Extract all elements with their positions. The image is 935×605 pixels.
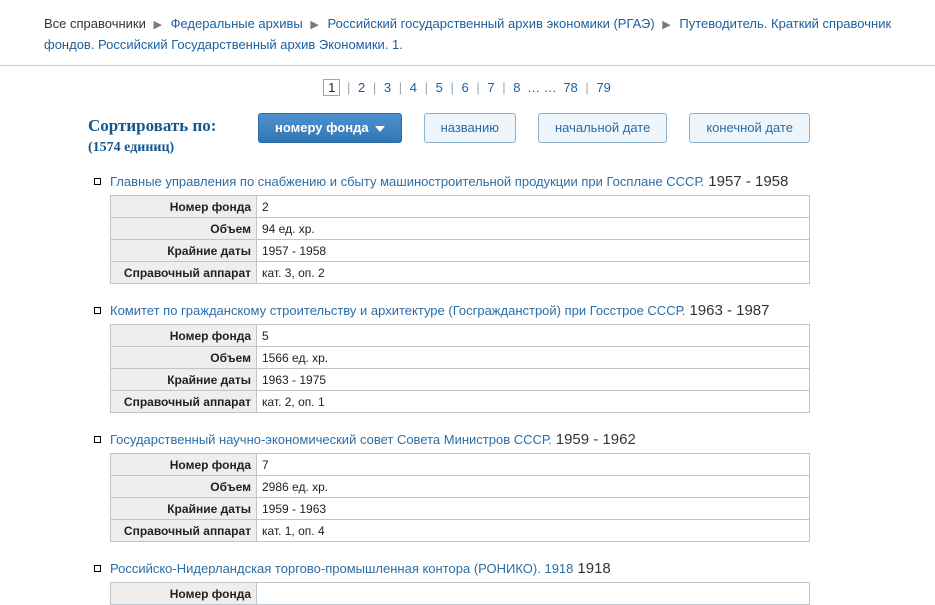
row-value-number: 7	[257, 454, 810, 476]
row-header-apparatus: Справочный аппарат	[111, 520, 257, 542]
row-value-dates: 1959 - 1963	[257, 498, 810, 520]
sort-bar	[0, 105, 935, 159]
row-header-volume: Объем	[111, 347, 257, 369]
fund-details-table	[110, 195, 810, 284]
chevron-down-icon	[375, 126, 385, 132]
page-divider: |	[398, 80, 403, 95]
row-value-number	[257, 583, 810, 605]
table-row	[111, 262, 810, 284]
page-link-6[interactable]: 6	[461, 80, 469, 95]
breadcrumb	[0, 0, 935, 66]
breadcrumb-separator-icon: ▶	[662, 19, 671, 31]
fund-list	[0, 173, 935, 605]
sort-label-text: Сортировать по:	[88, 116, 217, 135]
fund-title	[110, 560, 895, 577]
page-link-3[interactable]: 3	[383, 80, 392, 95]
sort-by-end-date-button[interactable]: конечной дате	[689, 113, 810, 143]
bullet-icon	[94, 307, 101, 314]
page-divider: |	[424, 80, 428, 95]
records-count: (1574 единиц)	[88, 140, 175, 155]
table-row	[111, 520, 810, 542]
page-link-5[interactable]: 5	[435, 80, 443, 95]
page-divider: |	[502, 80, 506, 95]
row-header-apparatus: Справочный аппарат	[111, 262, 257, 284]
page-link-79[interactable]: 79	[596, 80, 611, 95]
fund-link[interactable]: Российско-Нидерландская торгово-промышленная контора (РОНИКО). 1918	[110, 561, 574, 576]
list-item	[110, 431, 895, 542]
sort-by-start-date-button[interactable]: начальной дате	[538, 113, 667, 143]
row-header-apparatus: Справочный аппарат	[111, 391, 257, 413]
table-row	[111, 583, 810, 605]
sort-by-fund-number-label: номеру фонда	[275, 120, 369, 135]
page-link-8[interactable]: 8	[513, 80, 521, 95]
row-value-volume: 1566 ед. хр.	[257, 347, 810, 369]
list-item	[110, 302, 895, 413]
table-row	[111, 240, 810, 262]
sort-by-fund-number-button[interactable]	[258, 113, 402, 143]
table-row	[111, 325, 810, 347]
table-row	[111, 454, 810, 476]
page-link-78[interactable]: 78	[563, 80, 578, 95]
row-header-dates: Крайние даты	[111, 240, 257, 262]
row-header-volume: Объем	[111, 218, 257, 240]
row-value-dates: 1957 - 1958	[257, 240, 810, 262]
row-value-number: 2	[257, 196, 810, 218]
breadcrumb-item-0[interactable]: Все справочники	[44, 16, 146, 31]
row-header-number: Номер фонда	[111, 454, 257, 476]
fund-title	[110, 431, 895, 448]
row-header-dates: Крайние даты	[111, 498, 257, 520]
fund-title	[110, 302, 895, 319]
page-link-4[interactable]: 4	[409, 80, 417, 95]
page-divider: |	[346, 80, 351, 95]
row-value-volume: 2986 ед. хр.	[257, 476, 810, 498]
row-header-number: Номер фонда	[111, 196, 257, 218]
page-link-7[interactable]: 7	[487, 80, 495, 95]
row-value-apparatus: кат. 1, оп. 4	[257, 520, 810, 542]
row-value-volume: 94 ед. хр.	[257, 218, 810, 240]
breadcrumb-item-2[interactable]: Российский государственный архив экономики (РГАЭ)	[327, 16, 655, 31]
bullet-icon	[94, 436, 101, 443]
table-row	[111, 218, 810, 240]
page-divider: |	[585, 80, 589, 95]
bullet-icon	[94, 178, 101, 185]
page-ellipsis: … …	[527, 80, 557, 95]
row-header-number: Номер фонда	[111, 583, 257, 605]
page-divider: |	[476, 80, 480, 95]
table-row	[111, 391, 810, 413]
breadcrumb-item-1[interactable]: Федеральные архивы	[170, 16, 303, 31]
sort-buttons	[258, 111, 810, 143]
row-header-number: Номер фонда	[111, 325, 257, 347]
breadcrumb-separator-icon: ▶	[310, 19, 319, 31]
fund-dates: 1918	[577, 560, 611, 577]
row-value-number: 5	[257, 325, 810, 347]
page-link-2[interactable]: 2	[357, 80, 366, 95]
table-row	[111, 476, 810, 498]
fund-dates: 1959 - 1962	[555, 431, 636, 448]
table-row	[111, 196, 810, 218]
sort-label	[88, 111, 258, 159]
fund-link[interactable]: Главные управления по снабжению и сбыту машиностроительной продукции при Госплане СССР.	[110, 174, 705, 189]
page-divider: |	[450, 80, 454, 95]
fund-title	[110, 173, 895, 190]
pagination	[0, 66, 935, 105]
row-header-dates: Крайние даты	[111, 369, 257, 391]
fund-dates: 1957 - 1958	[708, 173, 789, 190]
fund-details-table	[110, 582, 810, 605]
breadcrumb-separator-icon: ▶	[153, 19, 162, 31]
fund-link[interactable]: Государственный научно-экономический совет Совета Министров СССР.	[110, 432, 552, 447]
table-row	[111, 347, 810, 369]
list-item	[110, 173, 895, 284]
row-value-dates: 1963 - 1975	[257, 369, 810, 391]
row-value-apparatus: кат. 3, оп. 2	[257, 262, 810, 284]
list-item	[110, 560, 895, 605]
fund-details-table	[110, 453, 810, 542]
row-header-volume: Объем	[111, 476, 257, 498]
table-row	[111, 369, 810, 391]
sort-by-name-button[interactable]: названию	[424, 113, 516, 143]
fund-details-table	[110, 324, 810, 413]
fund-link[interactable]: Комитет по гражданскому строительству и архитектуре (Госгражданстрой) при Госстрое СССР.	[110, 303, 686, 318]
row-value-apparatus: кат. 2, оп. 1	[257, 391, 810, 413]
bullet-icon	[94, 565, 101, 572]
page-current[interactable]: 1	[323, 79, 340, 96]
fund-dates: 1963 - 1987	[689, 302, 770, 319]
table-row	[111, 498, 810, 520]
page-divider: |	[372, 80, 377, 95]
breadcrumb-item-3[interactable]: Путеводитель. Краткий справочник фондов. Российский Государственный архив Экономики. 1.	[44, 16, 892, 52]
